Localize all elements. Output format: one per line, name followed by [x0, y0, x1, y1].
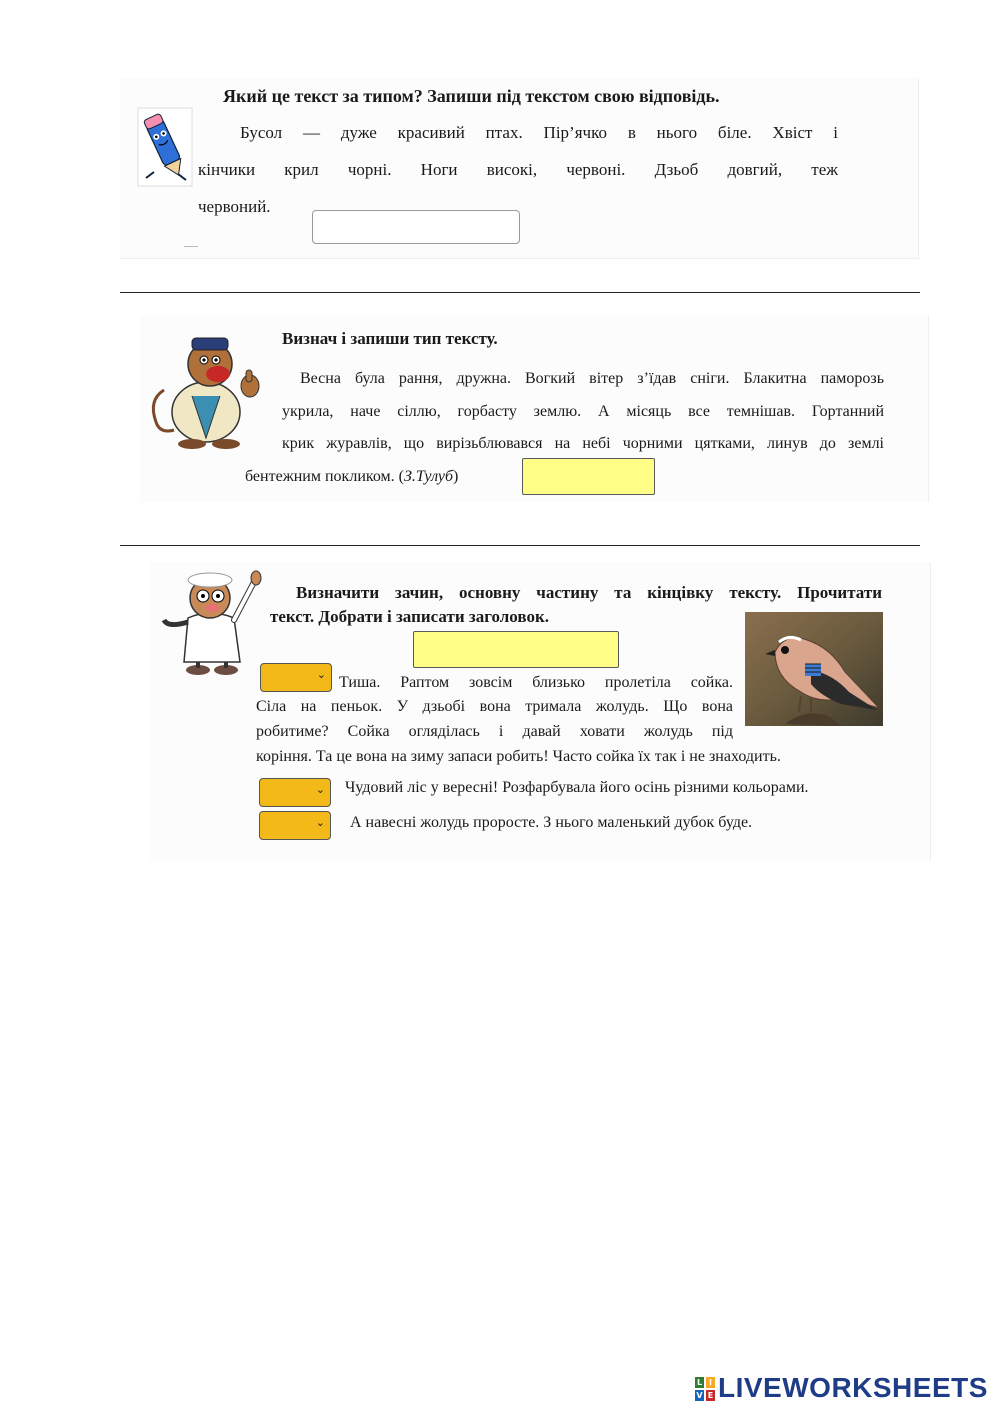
task2-title: Визнач і запиши тип тексту. [282, 329, 498, 348]
logo-tile-i: I [706, 1377, 715, 1388]
task2-line-3: крик журавлів, що вирізьблювався на небі чорними цятками, линув до землі [282, 435, 884, 452]
task2-line-4 [245, 461, 458, 493]
task3-select-3[interactable] [259, 811, 331, 840]
task3-para1-line-1: Тиша. Раптом зовсім близько пролетіла сойка. [339, 674, 733, 691]
task2-last-line: бентежним покликом. ( [245, 468, 404, 485]
task1-line-3: червоний. [198, 197, 271, 216]
logo-tile-v: V [696, 1391, 703, 1400]
task3-para1-line-3: робитиме? Сойка огляділась і давай ховати жолудь під [256, 723, 733, 740]
professor-mascot-icon [158, 562, 268, 680]
task3-para1-line-4: коріння. Та це вона на зиму запаси робить! Часто сойка їх так і не знаходить. [256, 748, 781, 765]
task2-line-1: Весна була рання, дружна. Вогкий вітер з’їдав сніги. Блакитна паморозь [300, 370, 884, 387]
task1-line-1: Бусол — дуже красивий птах. Пір’ячко в нього біле. Хвіст і [240, 123, 838, 142]
task3-para3: А навесні жолудь проросте. З нього маленький дубок буде. [350, 814, 753, 831]
task1-line-2: кінчики крил чорні. Ноги високі, червоні. Дзьоб довгий, теж [198, 160, 838, 179]
pencil-mascot-icon [136, 106, 194, 188]
logo-tile-e: E [707, 1391, 714, 1400]
task3-select-2[interactable] [259, 778, 331, 807]
task3-para2: Чудовий ліс у вересні! Розфарбувала його осінь різними кольорами. [345, 779, 809, 796]
task2-close-paren: ) [453, 468, 459, 485]
jay-bird-photo [745, 612, 883, 726]
divider-1 [120, 292, 920, 293]
task2-author: З.Тулуб [403, 468, 454, 485]
divider-2 [120, 545, 920, 546]
task3-select-1[interactable] [260, 663, 332, 692]
task3-title-line-1: Визначити зачин, основну частину та кінцівку тексту. Прочитати [296, 583, 882, 602]
task1-title: Який це текст за типом? Запиши під текстом свою відповідь. [223, 86, 720, 106]
task3-heading-input[interactable] [413, 631, 619, 668]
chevron-down-icon: ⌄ [315, 816, 325, 829]
chevron-down-icon: ⌄ [316, 668, 326, 681]
mouse-detective-icon [146, 330, 272, 452]
task1-mark [184, 246, 198, 247]
task3-para1-line-2: Сіла на пеньок. У дзьобі вона тримала жолудь. Що вона [256, 698, 733, 715]
liveworksheets-brand[interactable]: LIVEWORKSHEETS [718, 1372, 988, 1403]
task2-answer-input[interactable] [522, 458, 655, 495]
task2-line-2: укрила, наче сіллю, горбасту землю. А місяць все темнішав. Гортанний [282, 403, 884, 420]
logo-tile-l: L [696, 1378, 703, 1387]
task3-title-line-2: текст. Добрати і записати заголовок. [270, 607, 549, 626]
task1-answer-input[interactable] [312, 210, 520, 244]
liveworksheets-logo [695, 1377, 715, 1401]
chevron-down-icon: ⌄ [315, 783, 325, 796]
